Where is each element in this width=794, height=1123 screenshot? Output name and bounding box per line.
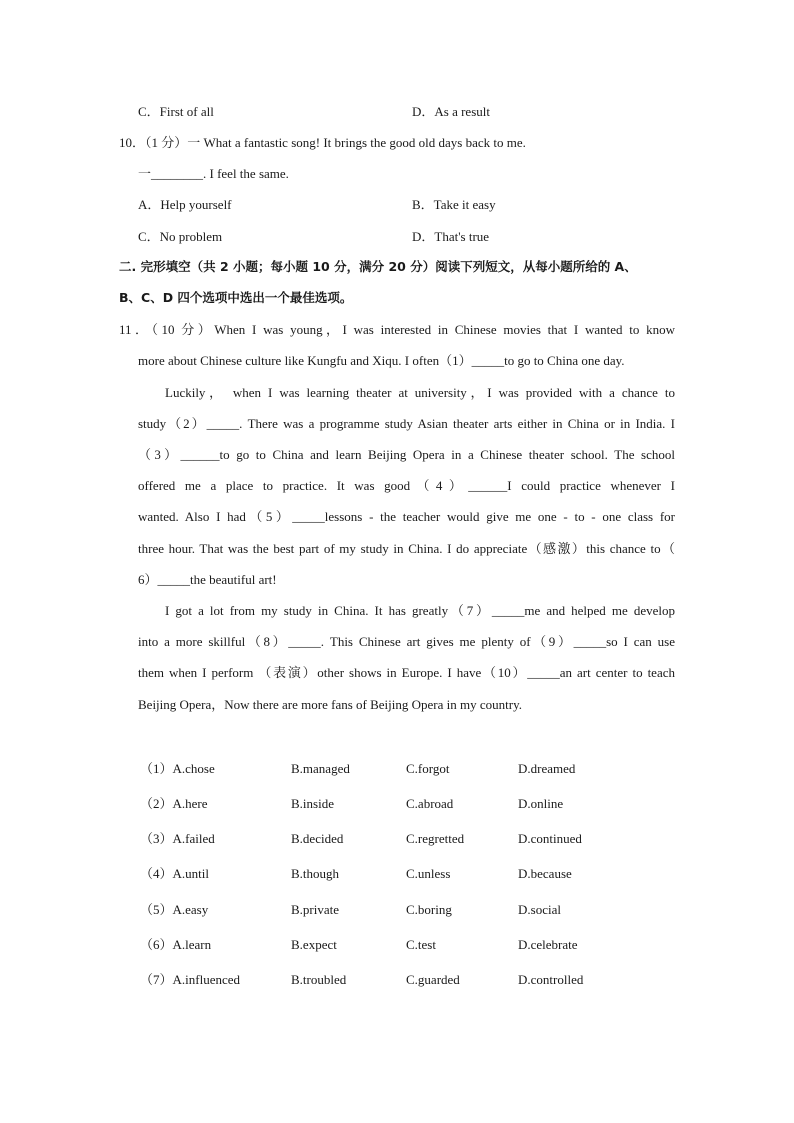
option-d: D.continued [518,831,582,846]
option-c: C.forgot [406,761,450,776]
option-d: D.because [518,866,572,881]
section2-heading-line2: B、C、D 四个选项中选出一个最佳选项。 [119,290,353,305]
q11-passage-line: more about Chinese culture like Kungfu and Xiqu. I often（1）_____to go to China one day. [138,353,625,368]
option-d: D.celebrate [518,937,578,952]
q10-option-c: C．No problem [138,229,223,244]
option-a: （4）A.until [140,866,209,881]
q11-passage-line: （3）______to go to China and learn Beijing Opera in a Chinese theater school. The school [138,447,675,462]
option-d: D.social [518,902,561,917]
q9-option-c: C．First of all [138,104,214,119]
option-b: B.inside [291,796,334,811]
option-d: D.dreamed [518,761,576,776]
option-c: C.regretted [406,831,465,846]
option-b: B.managed [291,761,350,776]
q11-passage-line: Luckily， when I was learning theater at university，I was provided with a chance to [165,385,675,400]
section2-heading-line1: 二. 完形填空（共 2 小题；每小题 10 分，满分 20 分）阅读下列短文，从每小题所给的 A、 [119,259,637,274]
option-a: （7）A.influenced [140,972,241,987]
option-c: C.unless [406,866,451,881]
option-a: （2）A.here [140,796,208,811]
option-a: （5）A.easy [140,902,209,917]
q10-option-d: D．That's true [412,229,490,244]
option-d: D.online [518,796,564,811]
option-c: C.guarded [406,972,460,987]
q9-option-d: D．As a result [412,104,490,119]
q11-passage-line: them when I perform （表演）other shows in Europe. I have（10）_____an art center to teach [138,665,675,680]
q11-passage-line: three hour. That was the best part of my study in China. I do appreciate（感激）this chance to（ [138,541,675,556]
option-c: C.test [406,937,436,952]
option-d: D.controlled [518,972,584,987]
q11-passage-line: wanted. Also I had（5）_____lessons - the teacher would give me one - to - one class for [138,509,675,524]
option-b: B.troubled [291,972,347,987]
q11-passage-line: 11．（10 分）When I was young，I was interested in Chinese movies that I wanted to know [119,322,675,337]
option-b: B.though [291,866,340,881]
q11-passage-line: I got a lot from my study in China. It has greatly（7）_____me and helped me develop [165,603,675,618]
option-c: C.boring [406,902,452,917]
q10-stem: 10．（1 分）一 What a fantastic song! It brings the good old days back to me. [119,135,526,150]
q10-answer-line: 一________. I feel the same. [138,166,289,181]
q11-passage-line: into a more skillful（8）_____. This Chinese art gives me plenty of（9）_____so I can use [138,634,675,649]
q11-passage-line: Beijing Opera，Now there are more fans of Beijing Opera in my country. [138,697,522,712]
q11-passage-line: 6）_____the beautiful art! [138,572,277,587]
option-b: B.private [291,902,340,917]
q11-passage-line: offered me a place to practice. It was good（4）______I could practice whenever I [138,478,675,493]
option-b: B.expect [291,937,337,952]
option-a: （3）A.failed [140,831,215,846]
q11-passage-line: study（2）_____. There was a programme study Asian theater arts either in China or in India. I [138,416,675,431]
option-c: C.abroad [406,796,454,811]
option-a: （6）A.learn [140,937,212,952]
option-a: （1）A.chose [140,761,215,776]
q10-option-b: B．Take it easy [412,197,496,212]
option-b: B.decided [291,831,344,846]
q10-option-a: A．Help yourself [138,197,232,212]
